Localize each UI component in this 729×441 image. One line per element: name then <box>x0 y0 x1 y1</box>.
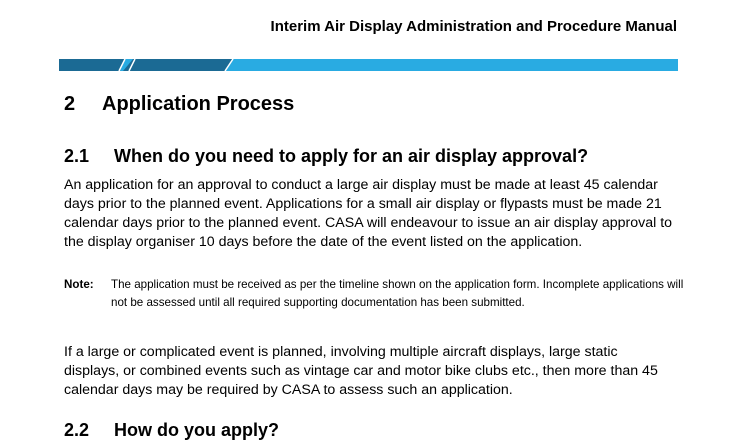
header-bar-dark-segment-2 <box>123 59 233 71</box>
subsection-number: 2.1 <box>64 146 90 166</box>
note-text: The application must be received as per the timeline shown on the application form. Incomplete applications will not be assessed until all required supporting documentation has been submitted. <box>111 278 684 309</box>
section-heading <box>64 93 294 116</box>
body-paragraph-2: If a large or complicated event is planned, involving multiple aircraft displays, large static displays, or combined events such as vintage car and motor bike clubs etc., then more than 45 calendar days may be required by CASA to assess such an application. <box>64 344 658 398</box>
note-label: Note: <box>64 278 94 291</box>
subsection-title: When do you need to apply for an air display approval? <box>114 146 589 166</box>
header-bar-dark-segment <box>59 59 125 71</box>
header-color-bar <box>59 59 678 71</box>
note-block <box>64 276 684 312</box>
next-subsection-heading <box>64 420 279 441</box>
subsection-heading <box>64 146 588 167</box>
body-paragraph-1: An application for an approval to conduct a large air display must be made at least 45 calendar days prior to the planned event. Applications for a small air display or flypasts must be made 21 calendar days prior to the planned event. CASA will endeavour to issue an air display approval to the display organiser 10 days before the date of the event listed on the application. <box>64 177 673 250</box>
section-number: 2 <box>64 93 76 115</box>
next-subsection-title: How do you apply? <box>114 420 279 440</box>
next-subsection-number: 2.2 <box>64 420 90 440</box>
running-header-title: Interim Air Display Administration and Procedure Manual <box>270 18 677 35</box>
section-title: Application Process <box>102 93 295 115</box>
